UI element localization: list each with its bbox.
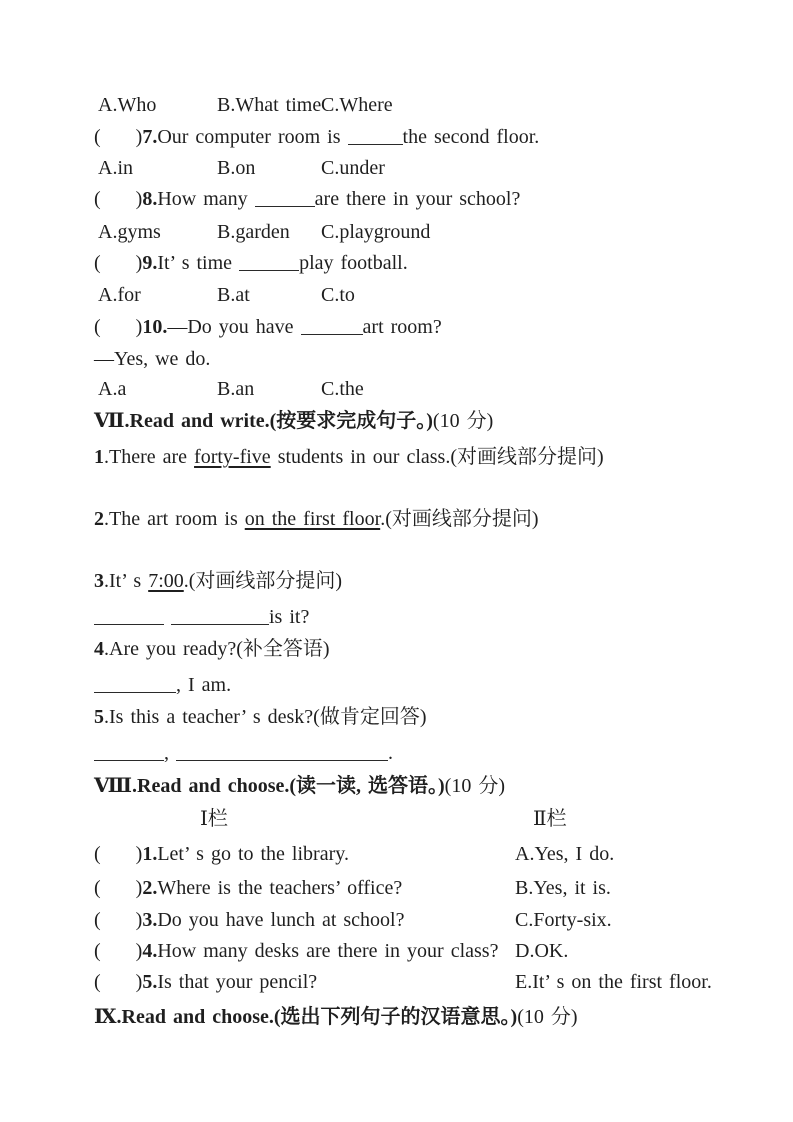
answer-mid: , xyxy=(164,742,176,764)
match-row-1 xyxy=(94,839,615,869)
column-1-header: Ⅰ栏 xyxy=(200,808,228,830)
item-number: 2 xyxy=(94,508,104,530)
rw-item-2 xyxy=(94,504,539,534)
question-number: 10. xyxy=(142,316,168,338)
option-b: B.an xyxy=(217,378,255,400)
match-row-4 xyxy=(94,936,569,966)
answer-paren: ( ) xyxy=(94,909,143,931)
answer-paren: ( ) xyxy=(94,843,143,865)
match-question: Where is the teachers’ office? xyxy=(157,877,403,899)
match-row-3 xyxy=(94,905,612,935)
options-row xyxy=(98,90,393,120)
rw-answer-4 xyxy=(94,670,231,700)
question-row-7 xyxy=(94,122,539,152)
option-c: C.the xyxy=(321,378,364,400)
rw-item-3 xyxy=(94,566,342,596)
answer-paren: ( ) xyxy=(94,316,143,338)
answer-blank xyxy=(94,605,164,625)
answer-blank xyxy=(94,741,164,761)
question-row-10 xyxy=(94,312,442,342)
option-a: A.in xyxy=(98,157,133,179)
item-pre: .There are xyxy=(104,446,195,468)
match-column-headers xyxy=(0,804,793,834)
question-row-9 xyxy=(94,248,408,278)
section-title: Ⅶ.Read and write.(按要求完成句子。) xyxy=(94,410,433,432)
rw-answer-3 xyxy=(94,602,309,632)
rw-answer-5 xyxy=(94,738,393,768)
option-b: B.What time xyxy=(217,94,322,116)
answer-end: . xyxy=(388,742,393,764)
option-b: B.garden xyxy=(217,221,290,243)
item-number: 5. xyxy=(142,971,158,993)
answer-blank xyxy=(94,673,176,693)
rw-item-5 xyxy=(94,702,427,732)
answer-paren: ( ) xyxy=(94,877,143,899)
rw-item-4 xyxy=(94,634,330,664)
section-title: Ⅷ.Read and choose.(读一读, 选答语。) xyxy=(94,775,445,797)
option-a: A.gyms xyxy=(98,221,161,243)
underlined-phrase: forty-five xyxy=(194,446,271,468)
item-number: 1. xyxy=(142,843,158,865)
question-number: 7. xyxy=(142,126,158,148)
match-answer: A.Yes, I do. xyxy=(515,843,615,865)
answer-paren: ( ) xyxy=(94,940,143,962)
item-pre: .Is this a teacher’ s desk?(做肯定回答) xyxy=(104,706,427,728)
answer-paren: ( ) xyxy=(94,126,143,148)
question-pre: It’ s time xyxy=(157,252,240,274)
item-post: .(对画线部分提问) xyxy=(183,570,343,592)
answer-paren: ( ) xyxy=(94,252,143,274)
item-pre: .The art room is xyxy=(104,508,245,530)
section-points: (10 分) xyxy=(444,775,505,797)
underlined-phrase: 7:00 xyxy=(148,570,184,592)
reply-text: —Yes, we do. xyxy=(94,348,211,370)
question-post: are there in your school? xyxy=(314,188,521,210)
answer-blank xyxy=(171,605,269,625)
column-2-header: Ⅱ栏 xyxy=(533,808,567,830)
fill-blank xyxy=(348,125,403,145)
fill-blank xyxy=(301,315,363,335)
match-answer: C.Forty-six. xyxy=(515,909,612,931)
match-answer: B.Yes, it is. xyxy=(515,877,611,899)
option-c: C.playground xyxy=(321,221,431,243)
item-number: 4. xyxy=(142,940,158,962)
option-c: C.Where xyxy=(321,94,393,116)
rw-item-1 xyxy=(94,442,604,472)
underlined-phrase: on the first floor xyxy=(244,508,381,530)
answer-paren: ( ) xyxy=(94,971,143,993)
dialog-reply xyxy=(94,344,210,374)
item-number: 3. xyxy=(142,909,158,931)
match-question: How many desks are there in your class? xyxy=(157,940,499,962)
item-post: students in our class.(对画线部分提问) xyxy=(270,446,604,468)
options-row xyxy=(98,217,430,247)
question-post: the second floor. xyxy=(402,126,540,148)
section-ix-header xyxy=(94,1002,578,1032)
section-viii-header xyxy=(94,771,505,801)
section-vii-header xyxy=(94,406,493,436)
match-row-5 xyxy=(94,967,712,997)
match-question: Let’ s go to the library. xyxy=(157,843,349,865)
option-b: B.on xyxy=(217,157,256,179)
match-row-2 xyxy=(94,873,611,903)
option-b: B.at xyxy=(217,284,250,306)
option-c: C.to xyxy=(321,284,355,306)
options-row xyxy=(98,280,355,310)
fill-blank xyxy=(239,251,299,271)
answer-paren: ( ) xyxy=(94,188,143,210)
item-pre: .Are you ready?(补全答语) xyxy=(104,638,330,660)
question-post: play football. xyxy=(299,252,408,274)
question-number: 9. xyxy=(142,252,158,274)
options-row xyxy=(98,153,385,183)
item-number: 5 xyxy=(94,706,104,728)
match-answer: D.OK. xyxy=(515,940,569,962)
match-answer: E.It’ s on the first floor. xyxy=(515,971,712,993)
item-post: .(对画线部分提问) xyxy=(380,508,539,530)
question-number: 8. xyxy=(142,188,158,210)
question-pre: Our computer room is xyxy=(157,126,348,148)
item-number: 1 xyxy=(94,446,104,468)
fill-blank xyxy=(255,187,315,207)
option-a: A.a xyxy=(98,378,127,400)
question-pre: How many xyxy=(157,188,255,210)
match-question: Is that your pencil? xyxy=(157,971,318,993)
question-pre: —Do you have xyxy=(167,316,301,338)
answer-suffix: , I am. xyxy=(176,674,232,696)
item-number: 3 xyxy=(94,570,104,592)
item-number: 2. xyxy=(142,877,158,899)
section-points: (10 分) xyxy=(517,1006,578,1028)
match-question: Do you have lunch at school? xyxy=(157,909,405,931)
answer-suffix: is it? xyxy=(269,606,310,628)
section-title: Ⅸ.Read and choose.(选出下列句子的汉语意思。) xyxy=(94,1006,518,1028)
item-pre: .It’ s xyxy=(104,570,149,592)
option-a: A.for xyxy=(98,284,141,306)
item-number: 4 xyxy=(94,638,104,660)
option-c: C.under xyxy=(321,157,385,179)
question-post: art room? xyxy=(362,316,442,338)
option-a: A.Who xyxy=(98,94,157,116)
options-row xyxy=(98,374,364,404)
question-row-8 xyxy=(94,184,520,214)
answer-blank xyxy=(176,741,388,761)
section-points: (10 分) xyxy=(432,410,494,432)
